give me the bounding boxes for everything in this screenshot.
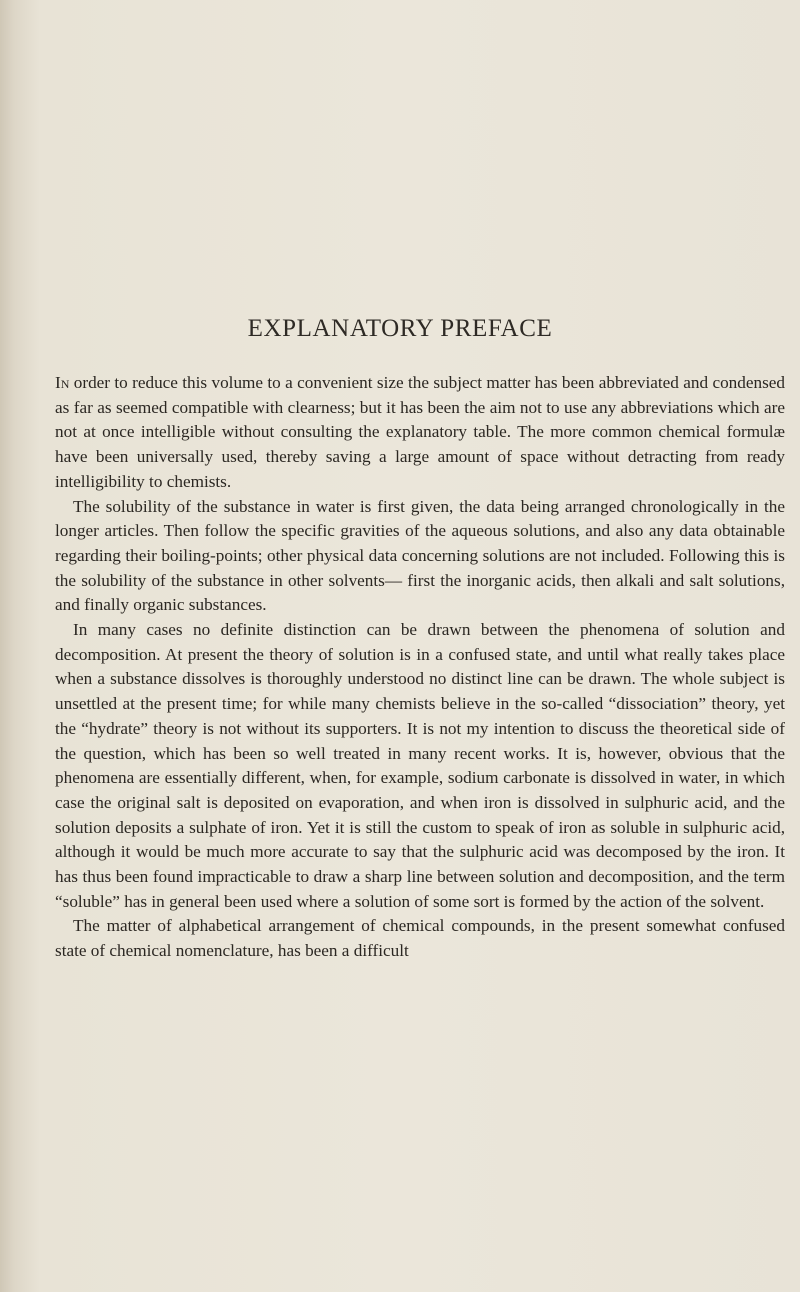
paragraph-4: The matter of alphabetical arrangement of chemical compounds, in the present somewhat confused state of chemical nomenclature, has been a difficult — [55, 916, 785, 961]
paragraph-3: In many cases no definite distinction can be drawn between the phenomena of solution and decomposition. At present the theory of solution is in a confused state, and until what really takes place when a substance dissolves is thoroughly understood no distinct line can be drawn. The whole subject is unsettled at the present time; for while many chemists believe in the so-called “dissociation” theory, yet the “hydrate” theory is not without its supporters. It is not my intention to discuss the theoretical side of the question, which has been so well treated in many recent works. It is, however, obvious that the phenomena are essentially different, when, for example, sodium carbonate is dissolved in water, in which case the original salt is deposited on evaporation, and when iron is dissolved in sulphuric acid, and the solution deposits a sulphate of iron. Yet it is still the custom to speak of iron as soluble in sulphuric acid, although it would be much more accurate to say that the sulphuric acid was decomposed by the iron. It has thus been found impracticable to draw a sharp line between solution and decomposition, and the term “soluble” has in general been used where a solution of some sort is formed by the action of the solvent. — [55, 620, 785, 911]
page-title: EXPLANATORY PREFACE — [247, 315, 553, 342]
paragraph-1 — [55, 371, 785, 495]
preface-body — [55, 371, 785, 964]
paragraph-1-text: order to reduce this volume to a convenient size the subject matter has been abbreviated and condensed as far as seemed compatible with clearness; but it has been the aim not to use any abbreviations which are not at once intelligible without consulting the explanatory table. The more common chemical formulæ have been universally used, thereby saving a large amount of space without detracting from ready intelligibility to chemists. — [55, 373, 785, 491]
paragraph-2: The solubility of the substance in water is first given, the data being arranged chronologically in the longer articles. Then follow the specific gravities of the aqueous solutions, and also any data obtainable regarding their boiling-points; other physical data concerning solutions are not included. Following this is the solubility of the substance in other solvents— first the inorganic acids, then alkali and salt solutions, and finally organic substances. — [55, 496, 785, 615]
first-word: In — [55, 373, 70, 392]
